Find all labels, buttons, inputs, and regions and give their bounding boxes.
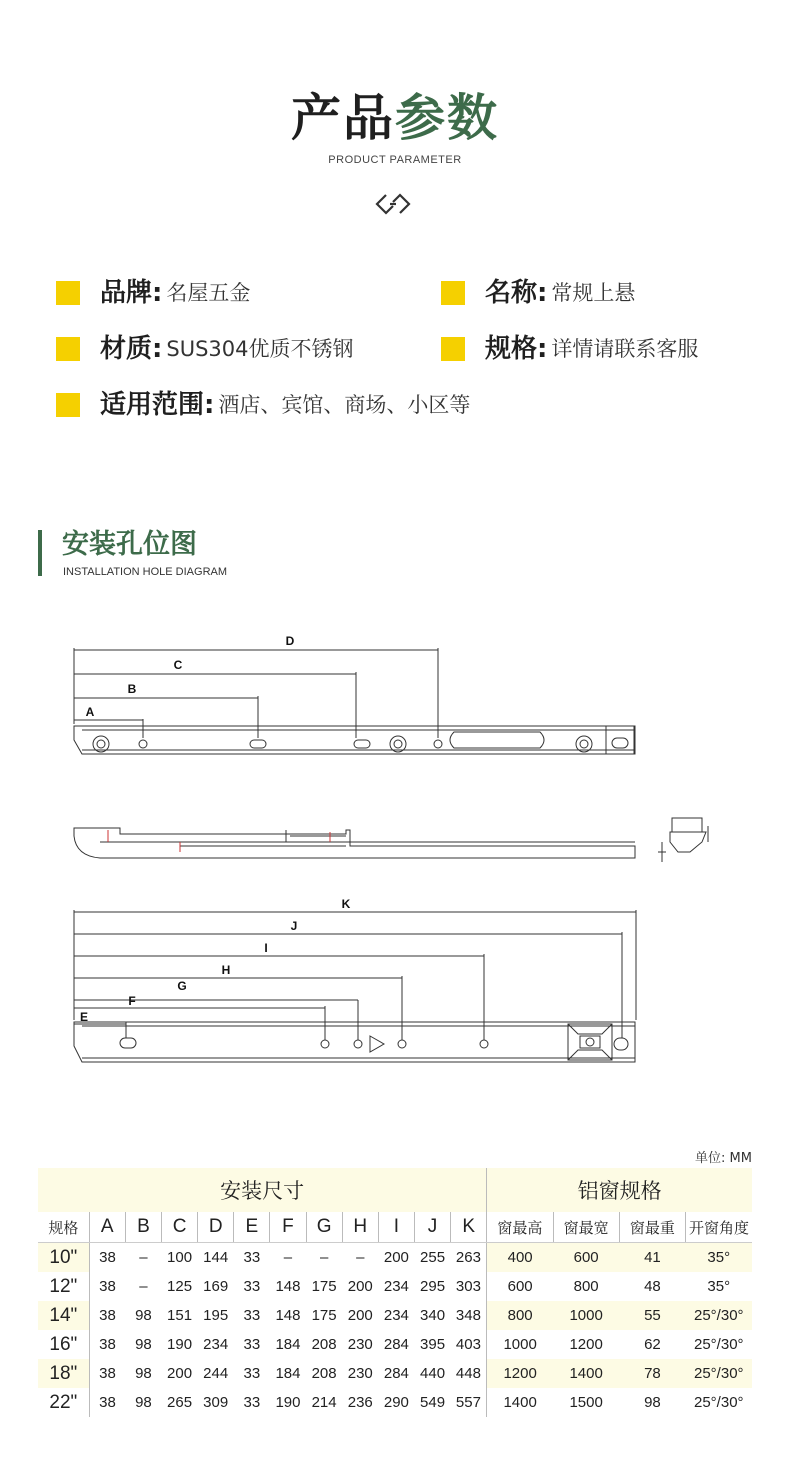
param-label: 规格: bbox=[485, 334, 548, 364]
table-cell: 549 bbox=[420, 1394, 446, 1411]
table-cell: 234 bbox=[203, 1336, 229, 1353]
table-cell: 230 bbox=[347, 1365, 373, 1382]
table-cell: 600 bbox=[507, 1278, 533, 1295]
table-cell: 195 bbox=[203, 1307, 229, 1324]
param-label: 适用范围: bbox=[100, 390, 215, 420]
table-cell: 190 bbox=[167, 1336, 193, 1353]
table-cell: 184 bbox=[275, 1336, 301, 1353]
table-cell: 33 bbox=[243, 1249, 261, 1266]
col-header: 窗最高 bbox=[487, 1212, 553, 1243]
table-cell: – bbox=[319, 1249, 329, 1266]
table-cell: 62 bbox=[644, 1336, 661, 1353]
table-row bbox=[38, 1330, 752, 1359]
dim-label-i: I bbox=[264, 941, 268, 955]
group-window-spec: 铝窗规格 bbox=[487, 1168, 752, 1212]
table-cell: 100 bbox=[167, 1249, 193, 1266]
table-cell: 800 bbox=[573, 1278, 599, 1295]
col-header: 规格 bbox=[38, 1212, 89, 1243]
param-brand bbox=[56, 278, 250, 308]
table-row bbox=[38, 1272, 752, 1301]
table-cell: 33 bbox=[243, 1307, 261, 1324]
row-size-cell: 12" bbox=[38, 1272, 89, 1301]
bullet-square-icon bbox=[56, 337, 80, 361]
table-cell: 1400 bbox=[503, 1394, 537, 1411]
table-cell: 33 bbox=[243, 1394, 261, 1411]
table-cell: 38 bbox=[99, 1307, 116, 1324]
table-cell: 98 bbox=[135, 1394, 152, 1411]
param-value: SUS304优质不锈钢 bbox=[166, 337, 354, 361]
group-install-size: 安装尺寸 bbox=[38, 1168, 487, 1212]
col-header: D bbox=[198, 1212, 234, 1243]
spec-table bbox=[38, 1168, 752, 1417]
row-size-cell: 14" bbox=[38, 1301, 89, 1330]
col-header: I bbox=[378, 1212, 414, 1243]
dim-label-c: C bbox=[173, 658, 183, 672]
table-row bbox=[38, 1388, 752, 1417]
table-cell: 35° bbox=[686, 1243, 752, 1273]
row-size-cell: 10" bbox=[38, 1243, 89, 1273]
param-label: 材质: bbox=[100, 334, 163, 364]
table-cell: 1400 bbox=[553, 1359, 619, 1388]
table-row bbox=[38, 1359, 752, 1388]
param-value: 酒店、宾馆、商场、小区等 bbox=[218, 393, 471, 417]
param-value: 常规上悬 bbox=[551, 281, 636, 305]
table-cell: 800 bbox=[487, 1301, 553, 1330]
spec-table-body bbox=[38, 1243, 752, 1418]
table-cell: 98 bbox=[135, 1365, 152, 1382]
table-cell: 284 bbox=[383, 1336, 409, 1353]
table-cell: 148 bbox=[275, 1307, 301, 1324]
table-cell: 98 bbox=[644, 1394, 661, 1411]
bullet-square-icon bbox=[56, 393, 80, 417]
table-cell: 400 bbox=[487, 1243, 553, 1273]
col-header: K bbox=[451, 1212, 487, 1243]
section-title: 安装孔位图 bbox=[62, 529, 197, 560]
table-cell: 25°/30° bbox=[686, 1359, 752, 1388]
dim-label-h: H bbox=[221, 963, 231, 977]
page-title bbox=[0, 88, 790, 148]
table-cell: 395 bbox=[420, 1336, 446, 1353]
table-cell: 234 bbox=[383, 1307, 409, 1324]
col-header: H bbox=[342, 1212, 378, 1243]
table-cell: 41 bbox=[619, 1243, 685, 1273]
table-cell: 244 bbox=[203, 1365, 229, 1382]
bullet-square-icon bbox=[441, 337, 465, 361]
param-value: 名屋五金 bbox=[166, 281, 251, 305]
table-cell: 340 bbox=[420, 1307, 446, 1324]
table-cell: 208 bbox=[311, 1336, 337, 1353]
bullet-square-icon bbox=[441, 281, 465, 305]
table-cell: 1000 bbox=[503, 1336, 537, 1353]
table-cell: 38 bbox=[99, 1336, 116, 1353]
dim-label-g: G bbox=[177, 979, 187, 993]
row-size-cell: 18" bbox=[38, 1359, 89, 1388]
param-material bbox=[56, 334, 354, 364]
table-cell: – bbox=[139, 1249, 148, 1266]
dim-label-f: F bbox=[128, 994, 136, 1008]
table-cell: 25°/30° bbox=[686, 1301, 752, 1330]
col-header: J bbox=[414, 1212, 450, 1243]
table-cell: 35° bbox=[707, 1278, 731, 1295]
table-column-header bbox=[38, 1212, 752, 1243]
page-title-dark: 产品 bbox=[291, 89, 395, 147]
table-cell: 1200 bbox=[487, 1359, 553, 1388]
table-cell: 557 bbox=[451, 1388, 487, 1417]
table-cell: 214 bbox=[311, 1394, 337, 1411]
table-cell: 175 bbox=[311, 1278, 337, 1295]
page-subtitle: PRODUCT PARAMETER bbox=[328, 154, 462, 166]
table-cell: 200 bbox=[347, 1278, 373, 1295]
table-group-header bbox=[38, 1168, 752, 1212]
table-cell: 200 bbox=[167, 1365, 193, 1382]
table-cell: 403 bbox=[451, 1330, 487, 1359]
table-cell: 255 bbox=[420, 1249, 446, 1266]
table-cell: 38 bbox=[99, 1278, 116, 1295]
table-cell: 48 bbox=[644, 1278, 661, 1295]
col-header: G bbox=[306, 1212, 342, 1243]
table-cell: 448 bbox=[451, 1359, 487, 1388]
table-row bbox=[38, 1243, 752, 1273]
table-cell: 78 bbox=[619, 1359, 685, 1388]
table-cell: 284 bbox=[383, 1365, 409, 1382]
table-cell: 25°/30° bbox=[694, 1336, 744, 1353]
table-cell: 125 bbox=[167, 1278, 193, 1295]
col-header: B bbox=[125, 1212, 161, 1243]
col-header: 开窗角度 bbox=[686, 1212, 752, 1243]
table-cell: 38 bbox=[99, 1249, 116, 1266]
table-cell: 55 bbox=[619, 1301, 685, 1330]
table-cell: 98 bbox=[135, 1336, 152, 1353]
table-cell: 169 bbox=[203, 1278, 229, 1295]
section-accent-bar bbox=[38, 530, 42, 576]
table-cell: – bbox=[283, 1249, 293, 1266]
installation-hole-diagram bbox=[60, 620, 750, 1080]
table-cell: 440 bbox=[420, 1365, 446, 1382]
param-spec bbox=[441, 334, 698, 364]
section-subtitle: INSTALLATION HOLE DIAGRAM bbox=[63, 566, 228, 578]
col-header: 窗最宽 bbox=[553, 1212, 619, 1243]
table-cell: 25°/30° bbox=[694, 1394, 744, 1411]
table-cell: 184 bbox=[275, 1365, 301, 1382]
bullet-square-icon bbox=[56, 281, 80, 305]
diamond-link-icon bbox=[374, 192, 412, 216]
dim-label-j: J bbox=[290, 919, 298, 933]
table-cell: 290 bbox=[383, 1394, 409, 1411]
table-cell: 38 bbox=[99, 1365, 116, 1382]
table-cell: 148 bbox=[275, 1278, 301, 1295]
param-value: 详情请联系客服 bbox=[551, 337, 699, 361]
table-cell: 295 bbox=[420, 1278, 446, 1295]
table-cell: 230 bbox=[347, 1336, 373, 1353]
table-cell: 144 bbox=[203, 1249, 229, 1266]
table-row bbox=[38, 1301, 752, 1330]
dim-label-a: A bbox=[85, 705, 95, 719]
table-cell: 303 bbox=[451, 1272, 487, 1301]
page-title-green: 参数 bbox=[395, 89, 499, 147]
row-size-cell: 22" bbox=[38, 1388, 89, 1417]
table-cell: 151 bbox=[167, 1307, 193, 1324]
table-cell: 348 bbox=[451, 1301, 487, 1330]
col-header: E bbox=[234, 1212, 270, 1243]
dim-label-e: E bbox=[79, 1010, 89, 1024]
table-cell: – bbox=[139, 1278, 148, 1295]
table-cell: 600 bbox=[553, 1243, 619, 1273]
dim-label-d: D bbox=[285, 634, 295, 648]
table-cell: 208 bbox=[311, 1365, 337, 1382]
table-cell: 98 bbox=[135, 1307, 152, 1324]
param-label: 名称: bbox=[485, 278, 548, 308]
dim-label-b: B bbox=[127, 682, 137, 696]
row-size-cell: 16" bbox=[38, 1330, 89, 1359]
table-cell: 200 bbox=[383, 1249, 409, 1266]
param-name bbox=[441, 278, 635, 308]
table-cell: 1200 bbox=[569, 1336, 603, 1353]
table-cell: 175 bbox=[311, 1307, 337, 1324]
table-cell: 1000 bbox=[553, 1301, 619, 1330]
param-label: 品牌: bbox=[100, 278, 163, 308]
table-cell: 265 bbox=[167, 1394, 193, 1411]
col-header: F bbox=[270, 1212, 306, 1243]
col-header: 窗最重 bbox=[619, 1212, 685, 1243]
table-cell: 38 bbox=[99, 1394, 116, 1411]
table-cell: – bbox=[356, 1249, 365, 1266]
table-cell: 33 bbox=[243, 1278, 261, 1295]
param-scope bbox=[56, 390, 470, 420]
unit-label: 单位: MM bbox=[695, 1151, 752, 1166]
col-header: C bbox=[161, 1212, 197, 1243]
table-cell: 1500 bbox=[569, 1394, 603, 1411]
table-cell: 236 bbox=[347, 1394, 373, 1411]
table-cell: 200 bbox=[347, 1307, 373, 1324]
col-header: A bbox=[89, 1212, 125, 1243]
table-cell: 263 bbox=[451, 1243, 487, 1273]
table-cell: 234 bbox=[383, 1278, 409, 1295]
table-cell: 190 bbox=[275, 1394, 301, 1411]
dim-label-k: K bbox=[341, 897, 351, 911]
table-cell: 33 bbox=[243, 1336, 261, 1353]
table-cell: 33 bbox=[243, 1365, 261, 1382]
table-cell: 309 bbox=[203, 1394, 229, 1411]
